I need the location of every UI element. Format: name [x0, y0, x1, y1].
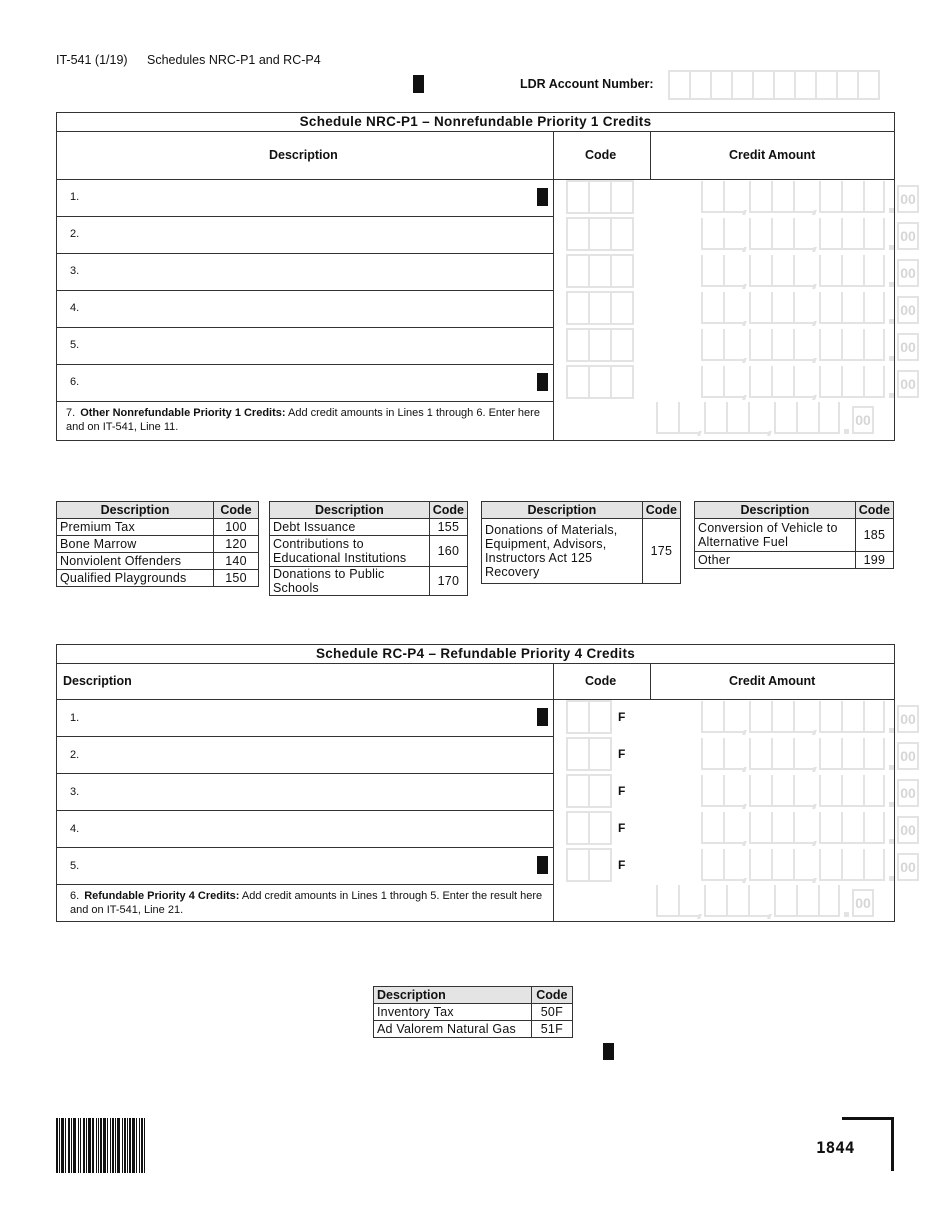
rc-line-description-input[interactable]	[56, 699, 553, 736]
table-header: Description	[695, 502, 856, 519]
credit-amount-input[interactable]	[701, 181, 919, 213]
rc-col-credit-amount: Credit Amount	[729, 674, 816, 688]
code-input[interactable]	[566, 811, 610, 845]
line-instructions: Add credit amounts in Lines 1 through 6. Enter here and on IT-541, Line 11.	[66, 407, 540, 433]
code-value: 150	[214, 570, 259, 587]
rc-col-description: Description	[63, 674, 132, 688]
cents-label: 00	[897, 779, 919, 807]
cents-label: 00	[897, 259, 919, 287]
code-input[interactable]	[566, 291, 632, 325]
nrc-line-number: 1.	[70, 191, 80, 203]
code-desc: Donations to Public Schools	[270, 567, 430, 596]
table-header: Code	[855, 502, 893, 519]
nrc-line-number: 3.	[70, 265, 80, 277]
code-suffix: F	[618, 858, 626, 872]
code-value: 120	[214, 536, 259, 553]
rc-line-number: 2.	[70, 749, 80, 761]
rc-line-number: 4.	[70, 823, 80, 835]
row-divider	[56, 884, 553, 885]
code-value: 155	[429, 519, 467, 536]
line-number: 6.	[70, 890, 80, 902]
table-header: Description	[374, 987, 532, 1004]
rc-code-table	[373, 986, 573, 1038]
code-value: 50F	[531, 1004, 572, 1021]
nrc-line-description-input[interactable]	[56, 364, 553, 401]
credit-amount-input[interactable]	[701, 329, 919, 361]
code-input[interactable]	[566, 254, 632, 288]
rc-total-line	[70, 890, 545, 917]
code-input[interactable]	[566, 365, 632, 399]
code-input[interactable]	[566, 737, 610, 771]
line-title: Refundable Priority 4 Credits:	[84, 890, 240, 902]
cents-label: 00	[897, 333, 919, 361]
table-header: Code	[642, 502, 680, 519]
nrc-total-amount-input[interactable]	[656, 402, 874, 434]
scan-mark	[603, 1043, 614, 1060]
cents-label: 00	[852, 406, 874, 434]
corner-mark	[891, 1117, 894, 1171]
nrc-line-number: 2.	[70, 228, 80, 240]
credit-amount-input[interactable]	[701, 292, 919, 324]
code-desc: Donations of Materials, Equipment, Advisors, Instructors Act 125 Recovery	[482, 519, 643, 584]
code-desc: Premium Tax	[57, 519, 214, 536]
code-value: 199	[855, 552, 893, 569]
nrc-line-number: 5.	[70, 339, 80, 351]
nrc-total-line	[66, 407, 546, 434]
code-suffix: F	[618, 784, 626, 798]
table-header: Description	[482, 502, 643, 519]
table-header: Code	[429, 502, 467, 519]
scan-mark	[537, 188, 548, 206]
nrc-code-table-2	[269, 501, 468, 596]
cents-label: 00	[897, 185, 919, 213]
code-input[interactable]	[566, 328, 632, 362]
code-desc: Other	[695, 552, 856, 569]
ldr-account-label: LDR Account Number:	[520, 77, 654, 91]
table-header: Code	[214, 502, 259, 519]
code-input[interactable]	[566, 180, 632, 214]
nrc-line-description-input[interactable]	[56, 179, 553, 216]
code-value: 100	[214, 519, 259, 536]
rc-line-number: 5.	[70, 860, 80, 872]
rc-line-number: 3.	[70, 786, 80, 798]
credit-amount-input[interactable]	[701, 218, 919, 250]
code-value: 160	[429, 536, 467, 567]
line-title: Other Nonrefundable Priority 1 Credits:	[80, 407, 286, 419]
code-input[interactable]	[566, 700, 610, 734]
nrc-code-table-3	[481, 501, 681, 584]
form-title: Schedules NRC-P1 and RC-P4	[147, 53, 321, 67]
nrc-code-table-1	[56, 501, 259, 587]
credit-amount-input[interactable]	[701, 775, 919, 807]
scan-mark	[537, 373, 548, 391]
cents-label: 00	[897, 222, 919, 250]
rc-line-number: 1.	[70, 712, 80, 724]
code-desc: Contributions to Educational Institutions	[270, 536, 430, 567]
nrc-line-description-input[interactable]	[56, 216, 553, 253]
cents-label: 00	[897, 296, 919, 324]
code-desc: Conversion of Vehicle to Alternative Fuel	[695, 519, 856, 552]
code-value: 140	[214, 553, 259, 570]
row-divider	[56, 401, 553, 402]
table-header: Description	[57, 502, 214, 519]
code-input[interactable]	[566, 217, 632, 251]
cents-label: 00	[897, 370, 919, 398]
code-desc: Ad Valorem Natural Gas	[374, 1021, 532, 1038]
scan-mark	[413, 75, 424, 93]
credit-amount-input[interactable]	[701, 738, 919, 770]
code-desc: Bone Marrow	[57, 536, 214, 553]
code-desc: Debt Issuance	[270, 519, 430, 536]
code-value: 170	[429, 567, 467, 596]
code-input[interactable]	[566, 774, 610, 808]
nrc-line-description-input[interactable]	[56, 290, 553, 327]
line-number: 7.	[66, 407, 76, 419]
cents-label: 00	[897, 816, 919, 844]
form-number: 1844	[816, 1138, 855, 1157]
code-suffix: F	[618, 747, 626, 761]
code-value: 175	[642, 519, 680, 584]
credit-amount-input[interactable]	[701, 255, 919, 287]
schedule-rc-title: Schedule RC-P4 – Refundable Priority 4 Credits	[57, 645, 894, 664]
scan-mark	[537, 856, 548, 874]
rc-line-description-input[interactable]	[56, 810, 553, 847]
code-value: 51F	[531, 1021, 572, 1038]
barcode	[56, 1118, 146, 1173]
code-desc: Qualified Playgrounds	[57, 570, 214, 587]
nrc-line-description-input[interactable]	[56, 253, 553, 290]
rc-total-amount-input[interactable]	[656, 885, 874, 917]
cents-label: 00	[852, 889, 874, 917]
nrc-line-description-input[interactable]	[56, 327, 553, 364]
line-instructions: Add credit amounts in Lines 1 through 5. Enter the result here and on IT-541, Line 21.	[70, 890, 543, 916]
schedule-nrc-title: Schedule NRC-P1 – Nonrefundable Priority 1 Credits	[57, 113, 894, 132]
code-desc: Inventory Tax	[374, 1004, 532, 1021]
code-suffix: F	[618, 821, 626, 835]
cents-label: 00	[897, 742, 919, 770]
form-id: IT-541 (1/19)	[56, 53, 128, 67]
rc-line-description-input[interactable]	[56, 736, 553, 773]
nrc-line-number: 6.	[70, 376, 80, 388]
table-header: Code	[531, 987, 572, 1004]
code-suffix: F	[618, 710, 626, 724]
nrc-col-credit-amount: Credit Amount	[729, 148, 816, 162]
rc-line-description-input[interactable]	[56, 847, 553, 884]
scan-mark	[537, 708, 548, 726]
rc-line-description-input[interactable]	[56, 773, 553, 810]
rc-col-code: Code	[585, 674, 617, 688]
ldr-account-input[interactable]	[668, 70, 878, 100]
table-header: Description	[270, 502, 430, 519]
code-value: 185	[855, 519, 893, 552]
cents-label: 00	[897, 705, 919, 733]
nrc-line-number: 4.	[70, 302, 80, 314]
nrc-col-code: Code	[585, 148, 617, 162]
nrc-col-description: Description	[269, 148, 338, 162]
nrc-code-table-4	[694, 501, 894, 569]
credit-amount-input[interactable]	[701, 701, 919, 733]
credit-amount-input[interactable]	[701, 812, 919, 844]
code-input[interactable]	[566, 848, 610, 882]
cents-label: 00	[897, 853, 919, 881]
credit-amount-input[interactable]	[701, 849, 919, 881]
credit-amount-input[interactable]	[701, 366, 919, 398]
code-desc: Nonviolent Offenders	[57, 553, 214, 570]
corner-mark	[842, 1117, 894, 1120]
